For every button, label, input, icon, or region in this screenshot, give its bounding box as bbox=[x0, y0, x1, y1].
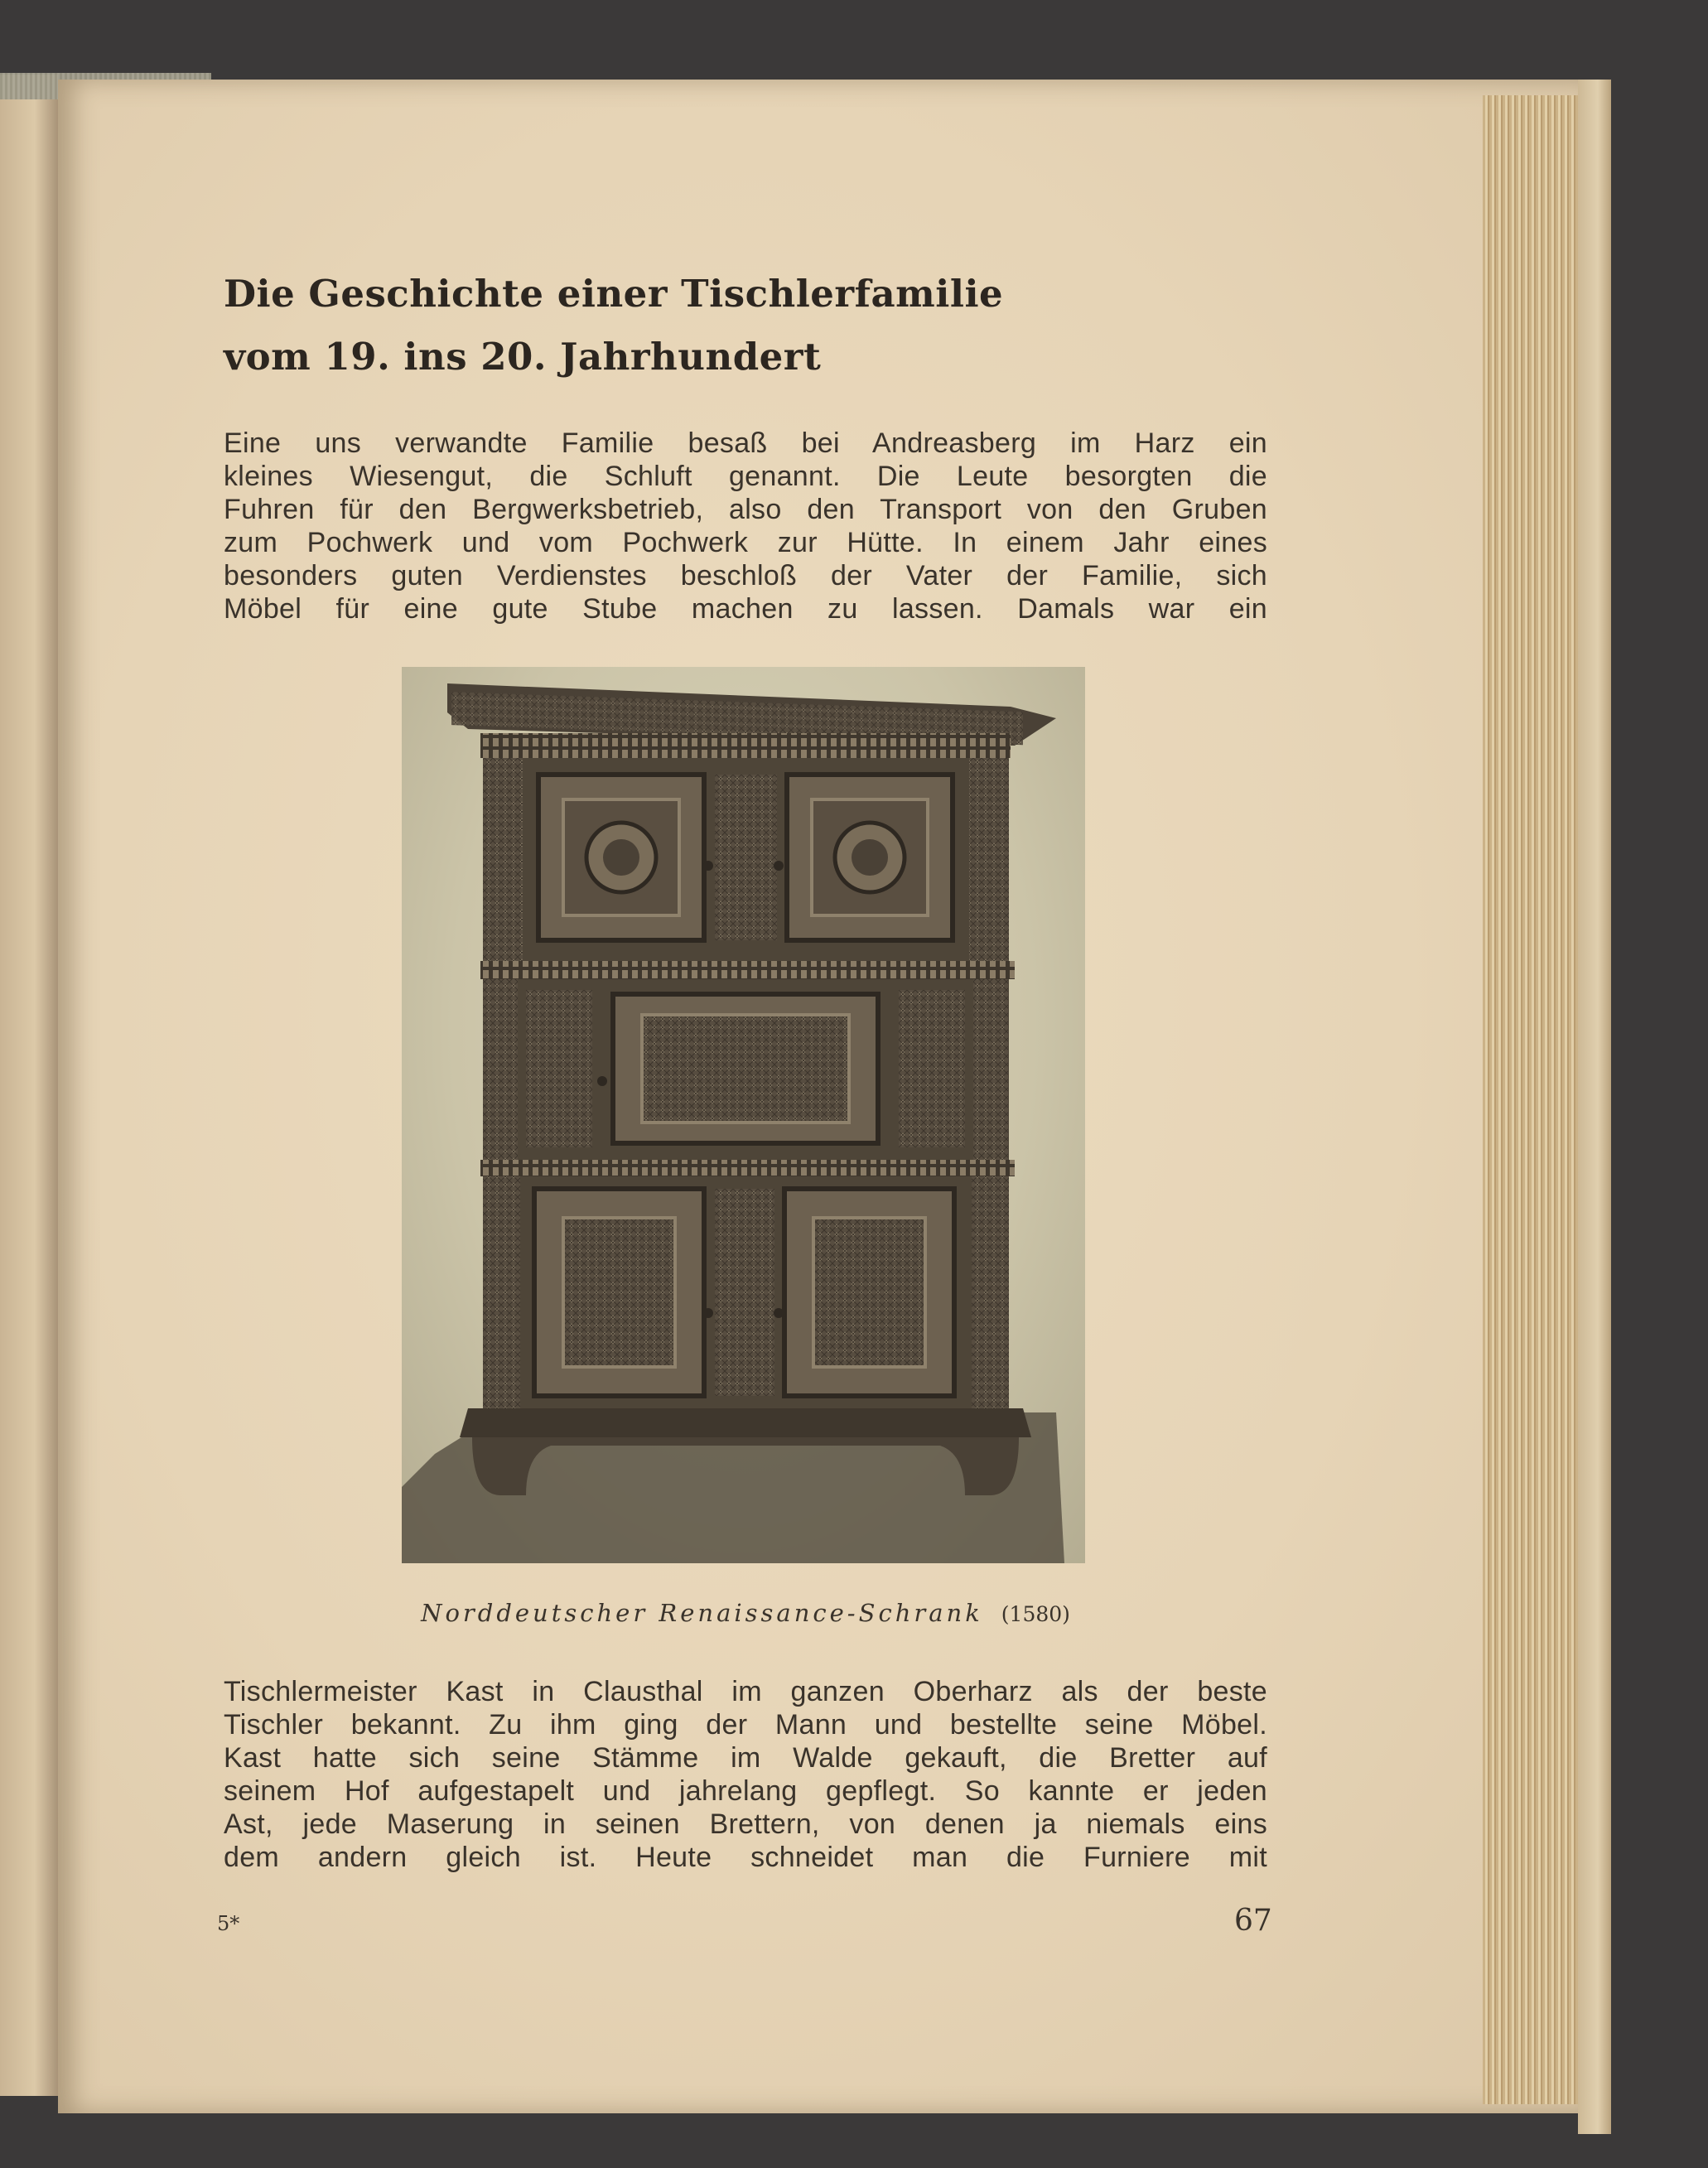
text-line: Tischlermeister Kast in Clausthal im ganzen Oberharz als der beste bbox=[224, 1676, 1267, 1707]
page-number: 67 bbox=[1234, 1904, 1272, 1938]
text-line: Eine uns verwandte Familie besaß bei Andreasberg im Harz ein bbox=[224, 427, 1267, 459]
book-cover-edge bbox=[1578, 80, 1611, 2134]
cabinet-photo bbox=[402, 667, 1085, 1563]
text-line: zum Pochwerk und vom Pochwerk zur Hütte. In einem Jahr eines bbox=[224, 527, 1267, 558]
text-line: Ast, jede Maserung in seinen Brettern, von denen ja niemals eins bbox=[224, 1808, 1267, 1840]
text-line: Möbel für eine gute Stube machen zu lassen. Damals war ein bbox=[224, 593, 1267, 625]
text-line: kleines Wiesengut, die Schluft genannt. Die Leute besorgten die bbox=[224, 461, 1267, 492]
chapter-title-line-2: vom 19. ins 20. Jahrhundert bbox=[224, 335, 822, 379]
text-line: seinem Hof aufgestapelt und jahrelang gepflegt. So kannte er jeden bbox=[224, 1775, 1267, 1807]
chapter-title-line-1: Die Geschichte einer Tischlerfamilie bbox=[224, 272, 1004, 316]
text-line: Kast hatte sich seine Stämme im Walde gekauft, die Bretter auf bbox=[224, 1742, 1267, 1774]
printer-signature-mark: 5* bbox=[217, 1912, 240, 1935]
caption-title: Norddeutscher Renaissance-Schrank bbox=[421, 1599, 983, 1627]
text-line: Fuhren für den Bergwerksbetrieb, also den Transport von den Gruben bbox=[224, 494, 1267, 525]
previous-page-edge bbox=[0, 75, 58, 2096]
text-line: Tischler bekannt. Zu ihm ging der Mann und bestellte seine Möbel. bbox=[224, 1709, 1267, 1741]
text-line: dem andern gleich ist. Heute schneidet man die Furniere mit bbox=[224, 1842, 1267, 1873]
figure-caption bbox=[224, 1599, 1267, 1627]
caption-year: (1580) bbox=[1001, 1602, 1070, 1626]
text-line: besonders guten Verdienstes beschloß der Vater der Familie, sich bbox=[224, 560, 1267, 591]
page-edges-stack bbox=[1483, 95, 1578, 2104]
